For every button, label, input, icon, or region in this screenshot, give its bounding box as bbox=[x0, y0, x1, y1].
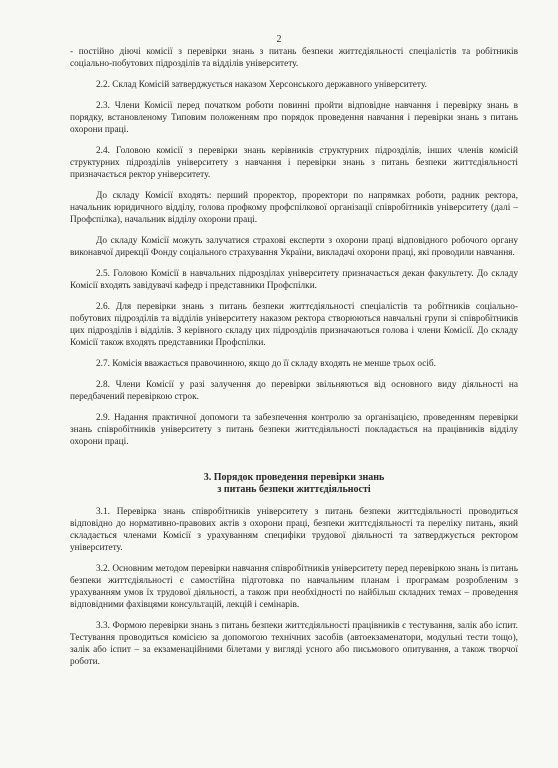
paragraph: 2.8. Члени Комісії у разі залучення до перевірки звільняються від основного виду діяльності на передбачений перевіркою строк. bbox=[70, 380, 518, 402]
document-body bbox=[70, 46, 518, 677]
paragraph: 3.1. Перевірка знань співробітників університету з питань безпеки життєдіяльності проводиться відповідно до нормативно-правових актів з охорони праці, безпеки життєдіяльності та переліку питань, який складається членами Комісії з урахуванням специфіки трудової діяльності та затверджується ректором університету. bbox=[70, 507, 518, 553]
paragraph: - постійно діючі комісії з перевірки знань з питань безпеки життєдіяльності спеціалістів та робітників соціально-побутових підрозділів та відділів університету. bbox=[70, 47, 518, 69]
paragraph: 2.3. Члени Комісії перед початком роботи повинні пройти відповідне навчання і перевірку знань в порядку, встановленому Типовим положенням про порядок проведення навчання і перевірки знань з питань охорони праці. bbox=[70, 101, 518, 135]
paragraph: 3.3. Формою перевірки знань з питань безпеки життєдіяльності працівників є тестування, залік або іспит. Тестування проводиться комісією за допомогою технічних засобів (автоекзаменатори, модульні тести тощо), залік або іспит – за екзаменаційними білетами у вигляді усного або письмового опитування, а також творчої роботи. bbox=[70, 621, 518, 667]
section-heading bbox=[70, 472, 518, 496]
paragraph: До складу Комісії входять: перший проректор, проректори по напрямках роботи, радник ректора, начальник юридичного відділу, голова профкому профспілкової організації співробітників університету (далі – Профспілка), начальник відділу охорони праці. bbox=[70, 191, 518, 225]
paragraph: 3.2. Основним методом перевірки навчання співробітників університету перед перевіркою знань із питань безпеки життєдіяльності є самостійна підготовка по навчальним планам і програмам розробленим з урахуванням умов їх трудової діяльності, а також при необхідності по найбільш складних темах – проведення відповідними фахівцями консультацій, лекцій і семінарів. bbox=[70, 564, 518, 610]
paragraph: 2.7. Комісія вважається правочинною, якщо до її складу входять не менше трьох осіб. bbox=[96, 359, 436, 369]
paragraph: 2.5. Головою Комісії в навчальних підрозділах університету призначається декан факультету. До складу Комісії входять завідувачі кафедр і представники Профспілки. bbox=[70, 269, 518, 291]
page-number: 2 bbox=[276, 34, 282, 45]
section-heading-line-2: з питань безпеки життєдіяльності bbox=[217, 484, 371, 495]
paragraph: 2.6. Для перевірки знань з питань безпеки життєдіяльності спеціалістів та робітників соціально-побутових підрозділів та відділів університету наказом ректора створюються навчальні групи зі співробітників цих підрозділів і відділів. З керівного складу цих підрозділів призначаються голова і члени Комісії. До складу Комісії також входять представники Профспілки. bbox=[70, 302, 518, 348]
paragraph: 2.9. Надання практичної допомоги та забезпечення контролю за організацією, проведенням перевірки знань співробітників університету з питань безпеки життєдіяльності покладається на працівників відділу охорони праці. bbox=[70, 413, 518, 447]
paragraph: 2.2. Склад Комісій затверджується наказом Херсонського державного університету. bbox=[96, 80, 427, 90]
section-heading-line-1: 3. Порядок проведення перевірки знань bbox=[203, 472, 385, 483]
paragraph: 2.4. Головою комісії з перевірки знань керівників структурних підрозділів, інших членів комісій структурних підрозділів університету з навчання і перевірки знань з питань безпеки життєдіяльності призначається ректор університету. bbox=[70, 146, 518, 180]
paragraph: До складу Комісії можуть залучатися страхові експерти з охорони праці відповідного робочого органу виконавчої дирекції Фонду соціального страхування України, викладачі охорони праці, які проводили навчання. bbox=[70, 236, 518, 258]
